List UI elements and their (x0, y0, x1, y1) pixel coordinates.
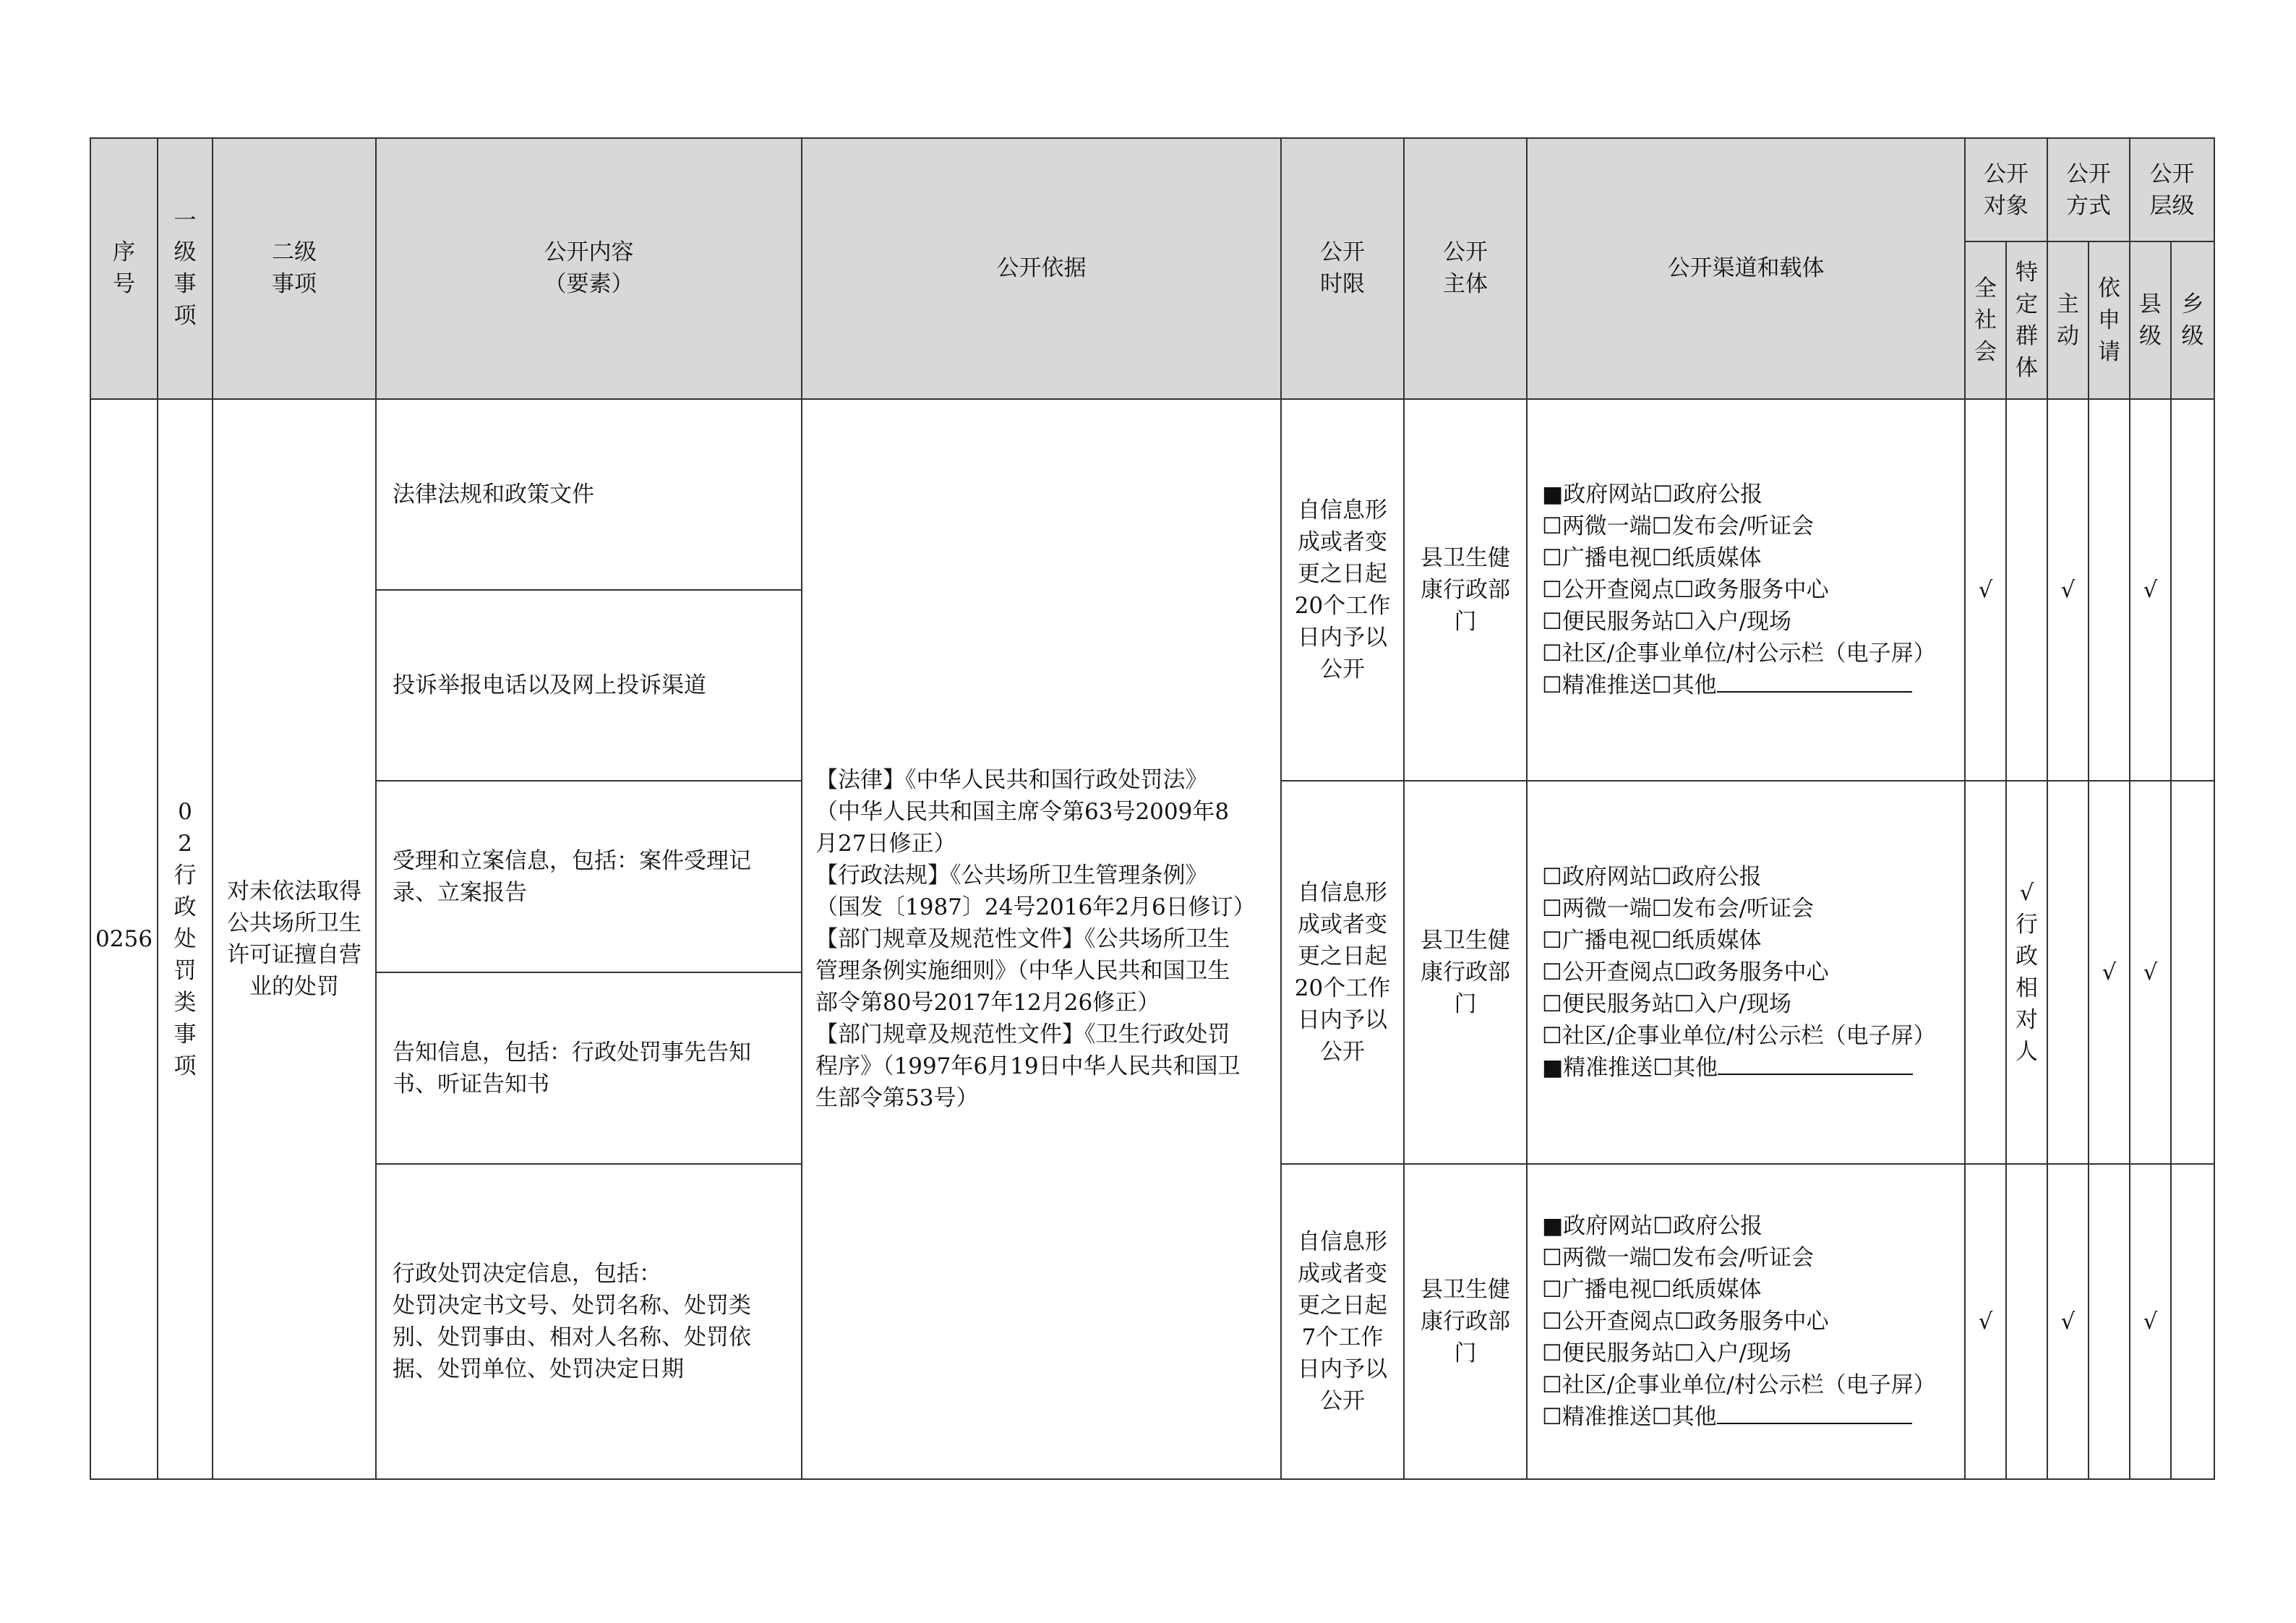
header-method-active: 主动 (2047, 241, 2089, 398)
header-seq: 序号 (90, 138, 158, 399)
mark-active: √ (2047, 399, 2089, 781)
content-item: 法律法规和政策文件 (376, 399, 802, 590)
record-basis: 【法律】《中华人民共和国行政处罚法》 （中华人民共和国主席令第63号2009年8 月27日修正） 【行政法规】《公共场所卫生管理条例》 （国发〔1987〕24号2016年2月6日修订） 【部门规章及规范性文件】《公共场所卫生 管理条例实施细则》（中华人民共和国卫生 部令第80号2017年12月26修正） 【部门规章及规范性文件】《卫生行政处罚 程序》（1997年6月19日中华人民共和国卫 生部令第53号） (802, 399, 1281, 1479)
header-channel: 公开渠道和载体 (1527, 138, 1965, 399)
record-level1: 02行政处罚类事项 (158, 399, 213, 1479)
content-item: 受理和立案信息，包括：案件受理记 录、立案报告 (376, 781, 802, 972)
mark-township (2171, 1164, 2214, 1479)
record-seq: 0256 (90, 399, 158, 1479)
mark-county: √ (2130, 1164, 2171, 1479)
header-level2: 二级 事项 (213, 138, 376, 399)
header-target: 公开 对象 (1965, 138, 2047, 241)
header-level-township: 乡级 (2171, 241, 2214, 398)
mark-active (2047, 781, 2089, 1164)
mark-apply: √ (2089, 781, 2130, 1164)
disclosure-table (90, 137, 2215, 1480)
content-item: 行政处罚决定信息，包括： 处罚决定书文号、处罚名称、处罚类 别、处罚事由、相对人名称、处罚依 据、处罚单位、处罚决定日期 (376, 1164, 802, 1479)
group-subject: 县卫生健 康行政部 门 (1404, 1164, 1527, 1479)
mark-township (2171, 781, 2214, 1164)
group-channels: ☐政府网站☐政府公报 ☐两微一端☐发布会/听证会 ☐广播电视☐纸质媒体 ☐公开查阅点☐政务服务中心 ☐便民服务站☐入户/现场 ☐社区/企事业单位/村公示栏（电子屏） ■精准推送☐其他 (1527, 781, 1965, 1164)
mark-apply (2089, 1164, 2130, 1479)
other-blank (1717, 669, 1912, 693)
mark-specific (2006, 1164, 2047, 1479)
mark-all: √ (1965, 399, 2006, 781)
header-level: 公开 层级 (2130, 138, 2214, 241)
other-blank (1717, 1401, 1912, 1424)
mark-apply (2089, 399, 2130, 781)
content-item: 投诉举报电话以及网上投诉渠道 (376, 590, 802, 781)
header-level-county: 县级 (2130, 241, 2171, 398)
header-method-apply: 依申请 (2089, 241, 2130, 398)
group-time: 自信息形 成或者变 更之日起 20个工作 日内予以 公开 (1281, 781, 1404, 1164)
mark-all: √ (1965, 1164, 2006, 1479)
other-blank (1718, 1052, 1913, 1075)
header-target-specific: 特定群体 (2006, 241, 2047, 398)
content-item: 告知信息，包括：行政处罚事先告知 书、听证告知书 (376, 972, 802, 1164)
header-level1: 一级事项 (158, 138, 213, 399)
header-target-all: 全社会 (1965, 241, 2006, 398)
group-time: 自信息形 成或者变 更之日起 7个工作 日内予以 公开 (1281, 1164, 1404, 1479)
header-basis: 公开依据 (802, 138, 1281, 399)
header-method: 公开 方式 (2047, 138, 2130, 241)
mark-active: √ (2047, 1164, 2089, 1479)
record-level2: 对未依法取得 公共场所卫生 许可证擅自营 业的处罚 (213, 399, 376, 1479)
header-content: 公开内容 （要素） (376, 138, 802, 399)
mark-specific: √行政相对人 (2006, 781, 2047, 1164)
mark-county: √ (2130, 781, 2171, 1164)
mark-township (2171, 399, 2214, 781)
header-subject: 公开 主体 (1404, 138, 1527, 399)
mark-county: √ (2130, 399, 2171, 781)
group-subject: 县卫生健 康行政部 门 (1404, 399, 1527, 781)
mark-specific (2006, 399, 2047, 781)
header-time: 公开 时限 (1281, 138, 1404, 399)
group-subject: 县卫生健 康行政部 门 (1404, 781, 1527, 1164)
mark-all (1965, 781, 2006, 1164)
group-channels: ■政府网站☐政府公报 ☐两微一端☐发布会/听证会 ☐广播电视☐纸质媒体 ☐公开查阅点☐政务服务中心 ☐便民服务站☐入户/现场 ☐社区/企事业单位/村公示栏（电子屏） ☐精准推送☐其他 (1527, 399, 1965, 781)
group-channels: ■政府网站☐政府公报 ☐两微一端☐发布会/听证会 ☐广播电视☐纸质媒体 ☐公开查阅点☐政务服务中心 ☐便民服务站☐入户/现场 ☐社区/企事业单位/村公示栏（电子屏） ☐精准推送☐其他 (1527, 1164, 1965, 1479)
group-time: 自信息形 成或者变 更之日起 20个工作 日内予以 公开 (1281, 399, 1404, 781)
